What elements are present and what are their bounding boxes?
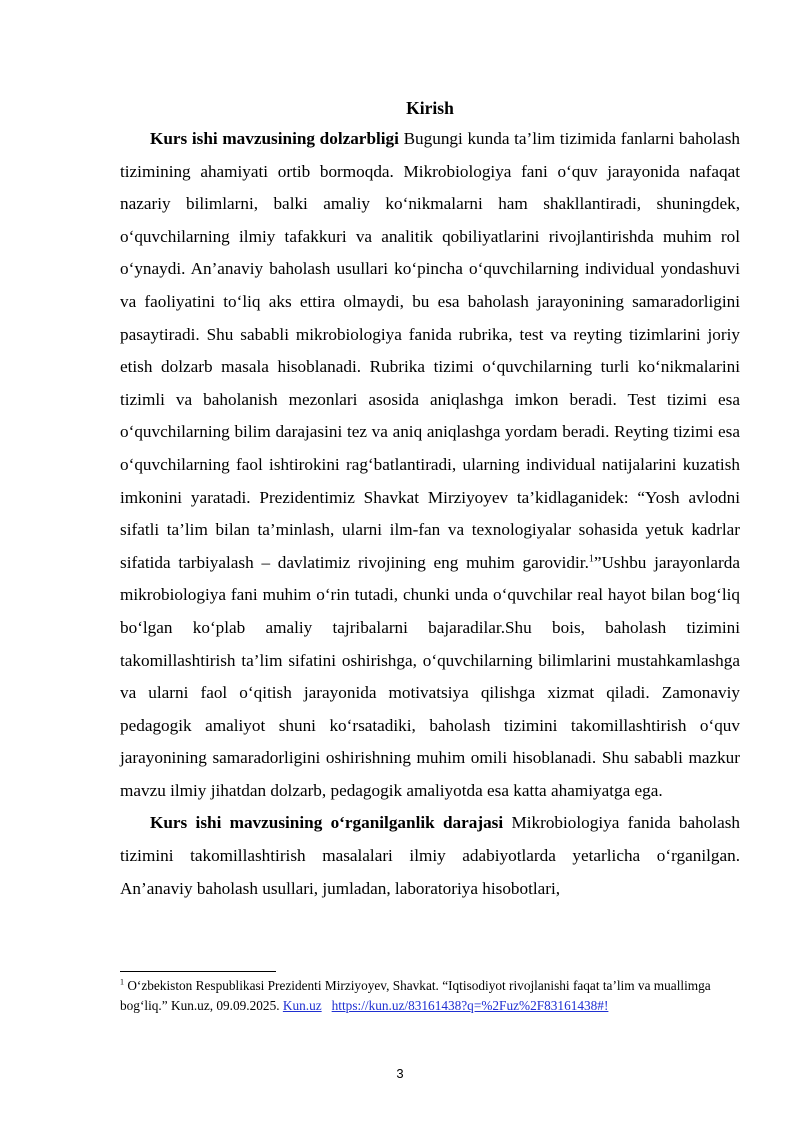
body-text [120,123,740,905]
footnote-reference[interactable]: 1 [588,552,594,564]
footnote-number: 1 [120,977,124,987]
paragraph-lead: Kurs ishi mavzusining o‘rganilganlik darajasi [150,813,504,833]
paragraph-text: ”Ushbu jarayonlarda mikrobiologiya fani muhim o‘rin tutadi, chunki unda o‘quvchilar real hayot bilan bog‘liq bo‘lgan ko‘plab amaliy tajribalarni bajaradilar.Shu bois, baholash tizimini takomillashtirish ta’lim sifatini oshirishga, o‘quvchilarning bilimlarini mustahkamlashga va ularni faol o‘qitish jarayonida motivatsiya qilishga xizmat qiladi. Zamonaviy pedagogik amaliyot shuni ko‘rsatadiki, baholash tizimini takomillashtirish o‘quv jarayonining samaradorligini oshirishning muhim omili hisoblanadi. Shu sababli mazkur mavzu ilmiy jihatdan dolzarb, pedagogik amaliyotda esa katta ahamiyatga ega. [120,552,740,800]
paragraph-text: Mikrobiologiya fanida baholash tizimini takomillashtirish masalalari ilmiy adabiyotlarda yetarlicha o‘rganilgan. An’anaviy baholash usullari, jumladan, laboratoriya hisobotlari, [120,813,740,898]
footnote [120,976,740,1015]
section-heading: Kirish [406,98,454,118]
paragraph-relevance [120,123,740,807]
footnote-separator [120,971,276,972]
footnote-link-kunuz[interactable]: Kun.uz [282,997,322,1013]
paragraph-text: Bugungi kunda ta’lim tizimida fanlarni baholash tizimining ahamiyati ortib bormoqda. Mikrobiologiya fani o‘quv jarayonida nafaqat nazariy bilimlarni, balki amaliy ko‘nikmalarni ham shakllantiradi, shuningdek, o‘quvchilarning ilmiy tafakkuri va analitik qobiliyatlarini rivojlantirishda muhim rol o‘ynaydi. An’anaviy baholash usullari ko‘pincha o‘quvchilarning individual yondashuvi va faoliyatini to‘liq aks ettira olmaydi, bu esa baholash jarayonining samaradorligini pasaytiradi. Shu sababli mikrobiologiya fanida rubrika, test va reyting tizimlarini joriy etish dolzarb masala hisoblanadi. Rubrika tizimi o‘quvchilarning turli ko‘nikmalarini tizimli va baholanish mezonlari asosida aniqlashga imkon beradi. Test tizimi esa o‘quvchilarning bilim darajasini tez va aniq aniqlashga yordam beradi. Reyting tizimi esa o‘quvchilarning faol ishtirokini rag‘batlantiradi, ularning individual natijalarini kuzatish imkonini yaratadi. Prezidentimiz Shavkat Mirziyoyev ta’kidlaganidek: “Yosh avlodni sifatli ta’lim bilan ta’minlash, ularni ilm-fan va texnologiyalar sohasida yetuk kadrlar sifatida tarbiyalash – davlatimiz rivojining eng muhim garovidir. [120,129,740,572]
paragraph-lead: Kurs ishi mavzusining dolzarbligi [150,129,399,148]
footnote-link-url[interactable]: https://kun.uz/83161438?q=%2Fuz%2F83161438#! [331,997,609,1013]
paragraph-study-level [120,807,740,905]
page-number: 3 [396,1066,404,1081]
footnote-text: O‘zbekiston Respublikasi Prezidenti Mirziyoyev, Shavkat. “Iqtisodiyot rivojlanishi faqat ta’lim va muallimga bog‘liq.” Kun.uz, 09.09.2025. [120,978,711,1013]
